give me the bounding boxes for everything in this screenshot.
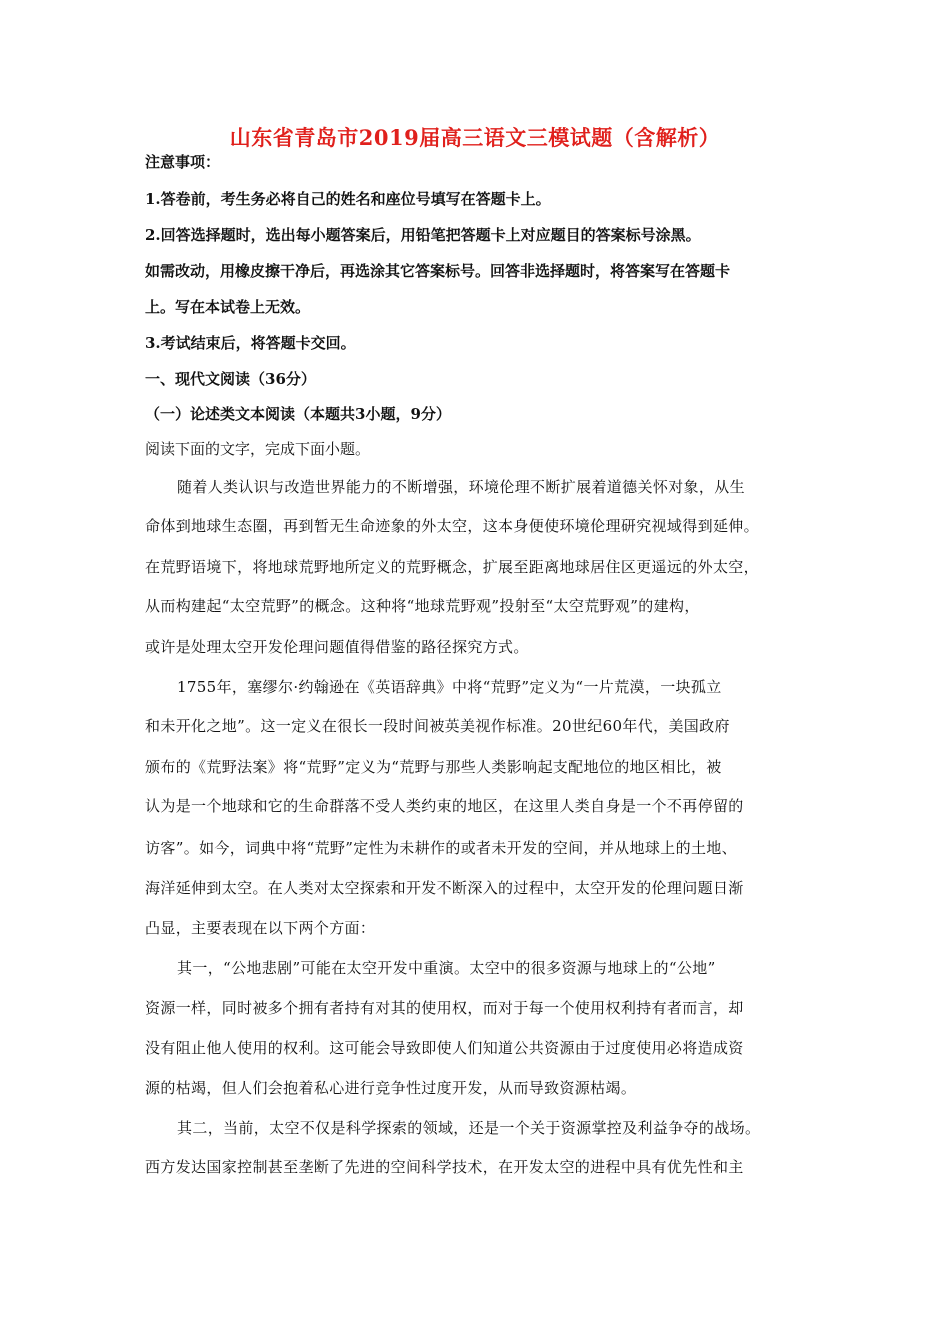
notice-item-2-continued: 如需改动，用橡皮擦干净后，再选涂其它答案标号。回答非选择题时，将答案写在答题卡 [145, 262, 731, 280]
notice-item-1: 1.答卷前，考生务必将自己的姓名和座位号填写在答题卡上。 [145, 190, 551, 208]
notice-item-2-continued: 上。写在本试卷上无效。 [145, 298, 311, 316]
document-title: 山东省青岛市2019届高三语文三模试题（含解析） [229, 125, 721, 150]
paragraph-line: 随着人类认识与改造世界能力的不断增强，环境伦理不断扩展着道德关怀对象，从生 [177, 478, 745, 496]
subsection-heading: （一）论述类文本阅读（本题共3小题，9分） [145, 405, 451, 423]
section-heading: 一、现代文阅读（36分） [145, 370, 316, 388]
notice-item-2: 2.回答选择题时，选出每小题答案后，用铅笔把答题卡上对应题目的答案标号涂黑。 [145, 226, 701, 244]
paragraph-line: 其一，“公地悲剧”可能在太空开发中重演。太空中的很多资源与地球上的“公地” [177, 959, 716, 977]
paragraph-line: 认为是一个地球和它的生命群落不受人类约束的地区，在这里人类自身是一个不再停留的 [145, 797, 744, 815]
paragraph-line: 在荒野语境下，将地球荒野地所定义的荒野概念，扩展至距离地球居住区更遥远的外太空， [145, 558, 760, 576]
paragraph-line: 访客”。如今，词典中将“荒野”定性为未耕作的或者未开发的空间，并从地球上的土地、 [145, 839, 738, 857]
paragraph-line: 资源一样，同时被多个拥有者持有对其的使用权，而对于每一个使用权利持有者而言，却 [145, 999, 744, 1017]
notice-heading: 注意事项： [145, 153, 221, 171]
notice-item-3: 3.考试结束后，将答题卡交回。 [145, 334, 356, 352]
reading-instruction: 阅读下面的文字，完成下面小题。 [145, 440, 371, 458]
paragraph-line: 1755年，塞缪尔·约翰逊在《英语辞典》中将“荒野”定义为“一片荒漠，一块孤立 [177, 678, 722, 696]
paragraph-line: 西方发达国家控制甚至垄断了先进的空间科学技术，在开发太空的进程中具有优先性和主 [145, 1158, 744, 1176]
paragraph-line: 或许是处理太空开发伦理问题值得借鉴的路径探究方式。 [145, 638, 529, 656]
paragraph-line: 没有阻止他人使用的权利。这可能会导致即使人们知道公共资源由于过度使用必将造成资 [145, 1039, 744, 1057]
paragraph-line: 其二，当前，太空不仅是科学探索的领域，还是一个关于资源掌控及利益争夺的战场。 [177, 1119, 761, 1137]
paragraph-line: 凸显，主要表现在以下两个方面： [145, 919, 376, 937]
paragraph-line: 命体到地球生态圈，再到暂无生命迹象的外太空，这本身便使环境伦理研究视域得到延伸。 [145, 517, 760, 535]
paragraph-line: 源的枯竭，但人们会抱着私心进行竞争性过度开发，从而导致资源枯竭。 [145, 1079, 637, 1097]
paragraph-line: 和未开化之地”。这一定义在很长一段时间被英美视作标准。20世纪60年代，美国政府 [145, 717, 730, 735]
paragraph-line: 颁布的《荒野法案》将“荒野”定义为“荒野与那些人类影响起支配地位的地区相比，被 [145, 758, 722, 776]
paragraph-line: 海洋延伸到太空。在人类对太空探索和开发不断深入的过程中，太空开发的伦理问题日渐 [145, 879, 744, 897]
paragraph-line: 从而构建起“太空荒野”的概念。这种将“地球荒野观”投射至“太空荒野观”的建构， [145, 597, 700, 615]
